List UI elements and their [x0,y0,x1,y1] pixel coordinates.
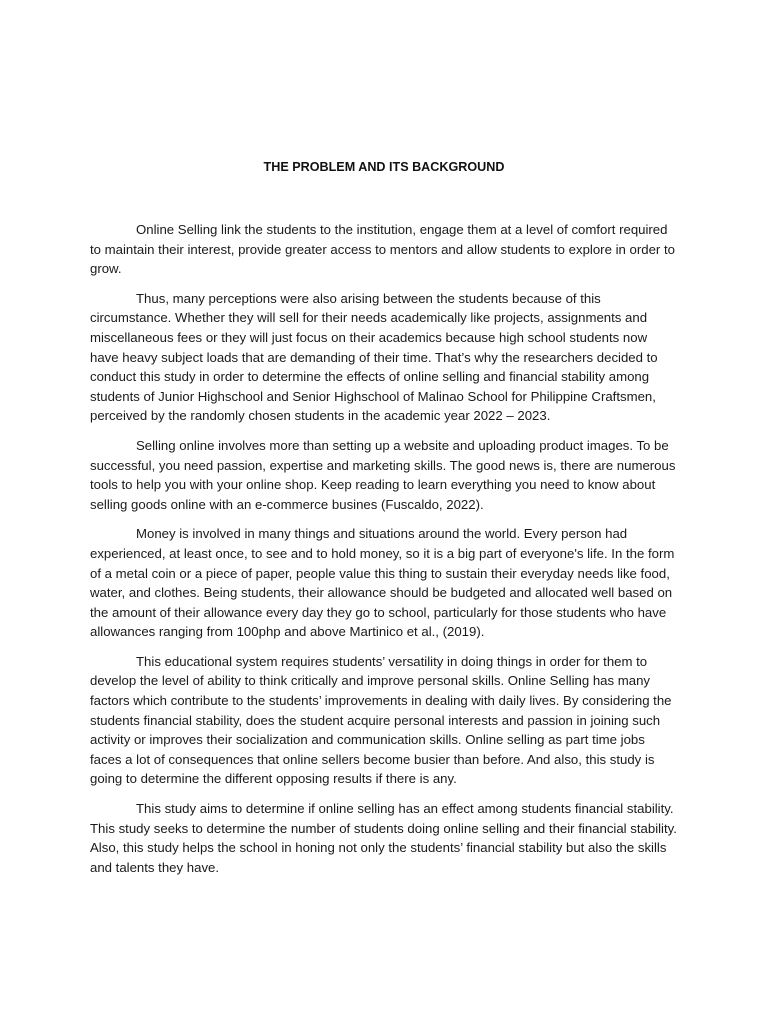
paragraph-3: Selling online involves more than setting up a website and uploading product images. To be successful, you need passion, expertise and marketing skills. The good news is, there are numerous tools to help you with your online shop. Keep reading to learn everything you need to know about selling goods online with an e-commerce busines (Fuscaldo, 2022). [90,437,676,512]
paragraph-5: This educational system requires students’ versatility in doing things in order for them to develop the level of ability to think critically and improve personal skills. Online Selling has many factors which contribute to the students’ improvements in dealing with daily lives. By considering the students financial stability, does the student acquire personal interests and passion in joining such activity or improves their socialization and communication skills. Online selling as part time jobs faces a lot of consequences that online sellers become busier than before. And also, this study is going to determine the different opposing results if there is any. [90,653,672,787]
document-body [90,220,678,887]
document-title: THE PROBLEM AND ITS BACKGROUND [263,160,505,174]
paragraph-6: This study aims to determine if online selling has an effect among students financial stability. This study seeks to determine the number of students doing online selling and their financial stability. Also, this study helps the school in honing not only the students’ financial stability but also the skills and talents they have. [90,801,677,875]
paragraph-2: Thus, many perceptions were also arising between the students because of this circumstance. Whether they will sell for their needs academically like projects, assignments and miscellaneous fees or they will just focus on their academics because high school students now have heavy subject loads that are demanding of their time. That’s why the researchers decided to conduct this study in order to determine the effects of online selling and financial stability among students of Junior Highschool and Senior Highschool of Malinao School for Philippine Craftsmen, perceived by the randomly chosen students in the academic year 2022 – 2023. [90,290,658,424]
paragraph-4: Money is involved in many things and situations around the world. Every person had experienced, at least once, to see and to hold money, so it is a big part of everyone's life. In the form of a metal coin or a piece of paper, people value this thing to sustain their everyday needs like food, water, and clothes. Being students, their allowance should be budgeted and allocated well based on the amount of their allowance every day they go to school, particularly for those students who have allowances ranging from 100php and above Martinico et al., (2019). [90,526,675,640]
paragraph-1: Online Selling link the students to the institution, engage them at a level of comfort required to maintain their interest, provide greater access to mentors and allow students to explore in order to grow. [90,222,675,277]
